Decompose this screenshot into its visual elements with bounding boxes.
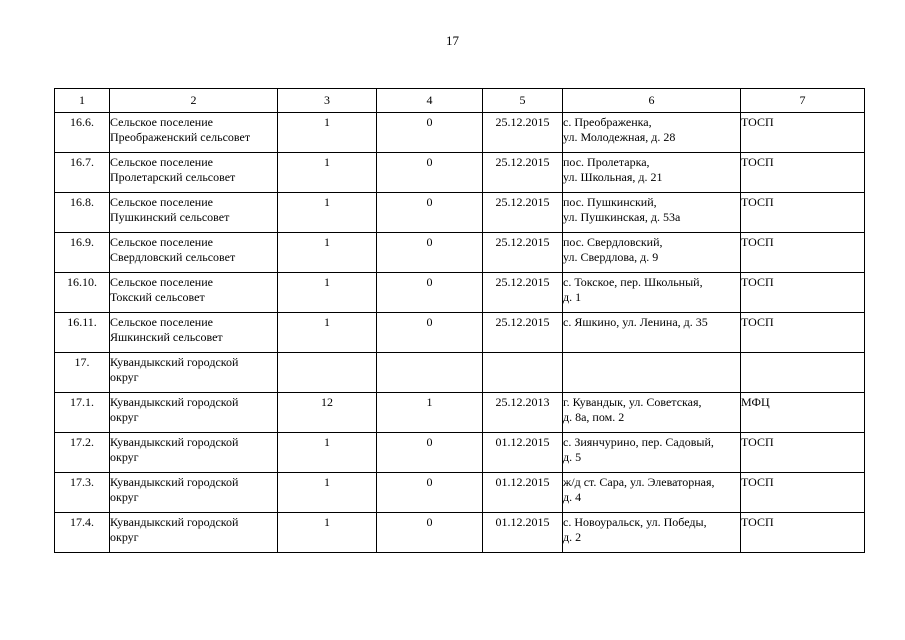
column-4-cell: 0 bbox=[377, 153, 483, 193]
table-row bbox=[55, 353, 865, 393]
date-cell: 01.12.2015 bbox=[483, 433, 563, 473]
row-number-cell: 17.2. bbox=[55, 433, 110, 473]
row-number-cell: 17.4. bbox=[55, 513, 110, 553]
column-4-cell bbox=[377, 353, 483, 393]
settlement-name-cell bbox=[110, 313, 278, 353]
date-cell: 25.12.2013 bbox=[483, 393, 563, 433]
office-type-cell: ТОСП bbox=[741, 113, 865, 153]
office-type-cell bbox=[741, 353, 865, 393]
row-number-cell: 16.7. bbox=[55, 153, 110, 193]
settlement-name-line: Пушкинский сельсовет bbox=[110, 210, 230, 224]
settlement-name-line: округ bbox=[110, 490, 139, 504]
column-3-cell: 12 bbox=[278, 393, 377, 433]
row-number-cell: 16.8. bbox=[55, 193, 110, 233]
settlement-name-line: Токский сельсовет bbox=[110, 290, 205, 304]
settlement-name-cell bbox=[110, 153, 278, 193]
date-cell: 01.12.2015 bbox=[483, 473, 563, 513]
office-type-cell: ТОСП bbox=[741, 153, 865, 193]
address-line: г. Кувандык, ул. Советская, bbox=[563, 395, 702, 409]
column-4-cell: 0 bbox=[377, 433, 483, 473]
column-3-cell: 1 bbox=[278, 113, 377, 153]
address-line: ул. Молодежная, д. 28 bbox=[563, 130, 676, 144]
row-number-cell: 17.3. bbox=[55, 473, 110, 513]
date-cell: 25.12.2015 bbox=[483, 313, 563, 353]
table-row bbox=[55, 393, 865, 433]
address-line: ул. Пушкинская, д. 53а bbox=[563, 210, 681, 224]
office-type-cell: ТОСП bbox=[741, 433, 865, 473]
column-3-cell: 1 bbox=[278, 513, 377, 553]
address-cell bbox=[563, 513, 741, 553]
office-type-cell: ТОСП bbox=[741, 233, 865, 273]
office-type-cell: ТОСП bbox=[741, 513, 865, 553]
address-line: д. 1 bbox=[563, 290, 582, 304]
settlement-name-cell bbox=[110, 393, 278, 433]
document-table bbox=[54, 88, 865, 553]
date-cell: 25.12.2015 bbox=[483, 193, 563, 233]
settlement-name-line: Свердловский сельсовет bbox=[110, 250, 236, 264]
column-4-cell: 0 bbox=[377, 273, 483, 313]
date-cell: 25.12.2015 bbox=[483, 153, 563, 193]
date-cell bbox=[483, 353, 563, 393]
settlement-name-line: Кувандыкский городской bbox=[110, 515, 239, 529]
settlement-name-cell bbox=[110, 353, 278, 393]
page-number: 17 bbox=[446, 33, 459, 48]
column-header: 5 bbox=[483, 89, 563, 113]
address-line: пос. Пушкинский, bbox=[563, 195, 657, 209]
settlement-name-cell bbox=[110, 433, 278, 473]
date-cell: 25.12.2015 bbox=[483, 273, 563, 313]
address-line: с. Яшкино, ул. Ленина, д. 35 bbox=[563, 315, 708, 329]
column-3-cell: 1 bbox=[278, 193, 377, 233]
settlement-name-line: округ bbox=[110, 530, 139, 544]
address-line: ул. Школьная, д. 21 bbox=[563, 170, 663, 184]
column-3-cell: 1 bbox=[278, 153, 377, 193]
address-cell bbox=[563, 273, 741, 313]
row-number-cell: 16.9. bbox=[55, 233, 110, 273]
address-cell bbox=[563, 433, 741, 473]
address-cell bbox=[563, 233, 741, 273]
column-3-cell: 1 bbox=[278, 473, 377, 513]
table-row bbox=[55, 433, 865, 473]
office-type-cell: ТОСП bbox=[741, 273, 865, 313]
address-cell bbox=[563, 353, 741, 393]
address-line: с. Новоуральск, ул. Победы, bbox=[563, 515, 707, 529]
settlement-name-line: Преображенский сельсовет bbox=[110, 130, 251, 144]
address-line: с. Преображенка, bbox=[563, 115, 652, 129]
address-line: пос. Пролетарка, bbox=[563, 155, 650, 169]
row-number-cell: 16.11. bbox=[55, 313, 110, 353]
address-line: д. 4 bbox=[563, 490, 582, 504]
column-3-cell: 1 bbox=[278, 433, 377, 473]
column-header: 2 bbox=[110, 89, 278, 113]
row-number-cell: 16.6. bbox=[55, 113, 110, 153]
row-number-cell: 17.1. bbox=[55, 393, 110, 433]
settlement-name-line: округ bbox=[110, 450, 139, 464]
date-cell: 25.12.2015 bbox=[483, 113, 563, 153]
column-4-cell: 0 bbox=[377, 473, 483, 513]
table-row bbox=[55, 513, 865, 553]
settlement-name-line: Кувандыкский городской bbox=[110, 475, 239, 489]
table-row bbox=[55, 113, 865, 153]
address-line: с. Зиянчурино, пер. Садовый, bbox=[563, 435, 714, 449]
date-cell: 25.12.2015 bbox=[483, 233, 563, 273]
table-row bbox=[55, 233, 865, 273]
settlement-name-line: Яшкинский сельсовет bbox=[110, 330, 223, 344]
column-4-cell: 0 bbox=[377, 233, 483, 273]
table-body bbox=[55, 113, 865, 553]
settlement-name-line: Сельское поселение bbox=[110, 315, 213, 329]
date-cell: 01.12.2015 bbox=[483, 513, 563, 553]
settlement-name-line: Сельское поселение bbox=[110, 115, 213, 129]
settlement-name-line: Сельское поселение bbox=[110, 235, 213, 249]
address-line: д. 8а, пом. 2 bbox=[563, 410, 625, 424]
address-line: ж/д ст. Сара, ул. Элеваторная, bbox=[563, 475, 715, 489]
address-line: с. Токское, пер. Школьный, bbox=[563, 275, 703, 289]
settlement-name-cell bbox=[110, 273, 278, 313]
settlement-name-line: округ bbox=[110, 370, 139, 384]
office-type-cell: МФЦ bbox=[741, 393, 865, 433]
column-3-cell: 1 bbox=[278, 233, 377, 273]
settlement-name-cell bbox=[110, 473, 278, 513]
settlement-name-cell bbox=[110, 193, 278, 233]
column-4-cell: 0 bbox=[377, 113, 483, 153]
column-header: 6 bbox=[563, 89, 741, 113]
column-4-cell: 0 bbox=[377, 193, 483, 233]
office-type-cell: ТОСП bbox=[741, 313, 865, 353]
settlement-name-line: Сельское поселение bbox=[110, 275, 213, 289]
address-line: д. 2 bbox=[563, 530, 582, 544]
office-type-cell: ТОСП bbox=[741, 193, 865, 233]
address-cell bbox=[563, 313, 741, 353]
address-cell bbox=[563, 473, 741, 513]
column-header: 4 bbox=[377, 89, 483, 113]
address-cell bbox=[563, 113, 741, 153]
settlement-name-line: Пролетарский сельсовет bbox=[110, 170, 236, 184]
settlement-name-line: Кувандыкский городской bbox=[110, 435, 239, 449]
column-4-cell: 0 bbox=[377, 513, 483, 553]
address-line: ул. Свердлова, д. 9 bbox=[563, 250, 659, 264]
column-4-cell: 1 bbox=[377, 393, 483, 433]
settlement-name-cell bbox=[110, 513, 278, 553]
table-row bbox=[55, 313, 865, 353]
column-header: 3 bbox=[278, 89, 377, 113]
settlement-name-line: Кувандыкский городской bbox=[110, 355, 239, 369]
settlement-name-cell bbox=[110, 113, 278, 153]
column-3-cell: 1 bbox=[278, 313, 377, 353]
table-header-row bbox=[55, 89, 865, 113]
table-row bbox=[55, 473, 865, 513]
settlement-name-line: Сельское поселение bbox=[110, 155, 213, 169]
settlement-name-line: Кувандыкский городской bbox=[110, 395, 239, 409]
table-row bbox=[55, 193, 865, 233]
row-number-cell: 16.10. bbox=[55, 273, 110, 313]
address-cell bbox=[563, 193, 741, 233]
column-3-cell bbox=[278, 353, 377, 393]
address-line: д. 5 bbox=[563, 450, 582, 464]
table-row bbox=[55, 273, 865, 313]
column-4-cell: 0 bbox=[377, 313, 483, 353]
settlement-name-line: Сельское поселение bbox=[110, 195, 213, 209]
office-type-cell: ТОСП bbox=[741, 473, 865, 513]
column-3-cell: 1 bbox=[278, 273, 377, 313]
row-number-cell: 17. bbox=[55, 353, 110, 393]
table-row bbox=[55, 153, 865, 193]
address-cell bbox=[563, 393, 741, 433]
address-line: пос. Свердловский, bbox=[563, 235, 663, 249]
settlement-name-line: округ bbox=[110, 410, 139, 424]
address-cell bbox=[563, 153, 741, 193]
column-header: 7 bbox=[741, 89, 865, 113]
column-header: 1 bbox=[55, 89, 110, 113]
settlement-name-cell bbox=[110, 233, 278, 273]
